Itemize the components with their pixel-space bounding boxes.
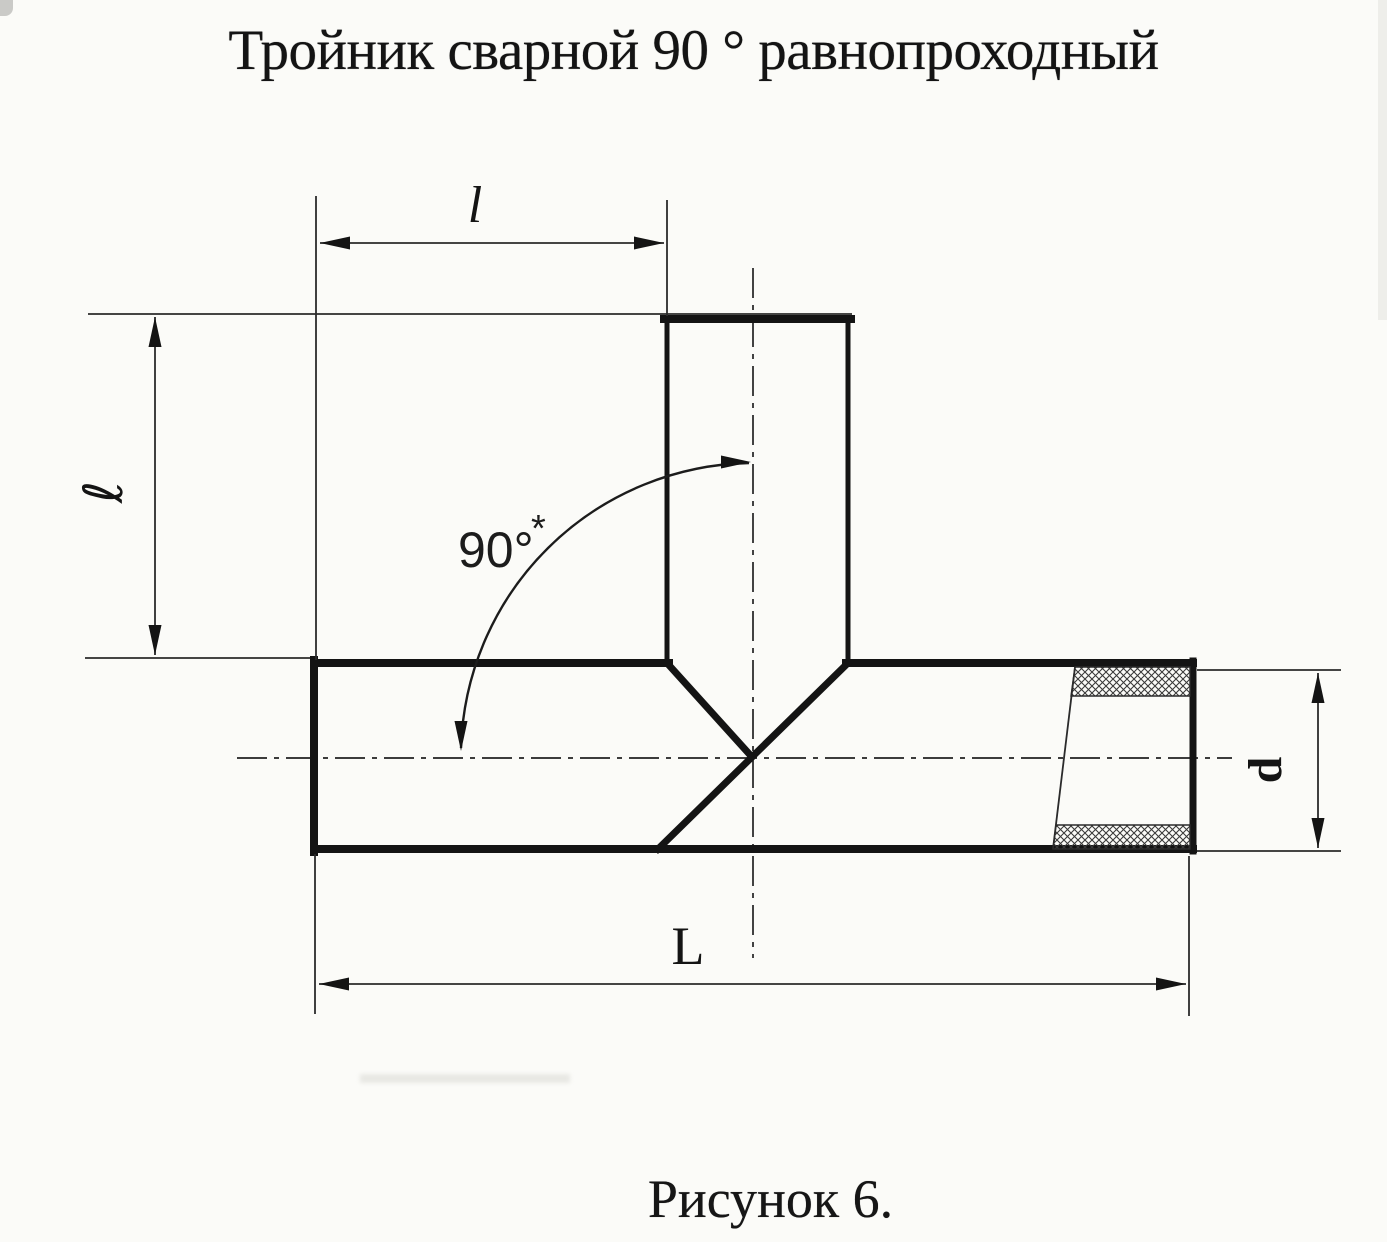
dim-ell-arrow-bottom (149, 625, 162, 655)
branch-pipe (664, 319, 851, 663)
dim-overall-length (315, 854, 1189, 1016)
dim-stub-length (316, 177, 667, 660)
dim-ell-label: ℓ (72, 480, 135, 504)
angle-footnote-star: * (531, 508, 546, 550)
drawing-title: Тройник сварной 90 ° равнопроходный (228, 19, 1159, 82)
angle-arrow-bottom (455, 721, 468, 751)
dim-L-arrow-right (1156, 978, 1186, 991)
figure-caption: Рисунок 6. (647, 1169, 894, 1229)
dim-l-arrow-left (320, 237, 350, 250)
dim-L-label: L (671, 916, 705, 976)
angle-label: 90° (458, 522, 534, 578)
dim-d-label: d (1239, 756, 1292, 784)
dim-d-arrow-top (1312, 673, 1325, 703)
dim-L-arrow-left (319, 978, 349, 991)
angle-arrow-top (721, 456, 751, 469)
centerlines (237, 268, 1232, 958)
dim-l-label: l (467, 177, 483, 234)
top-wall-hatch (1071, 667, 1190, 696)
dim-ell-arrow-top (149, 317, 162, 347)
dim-diameter (1197, 670, 1341, 851)
dim-stub-height (72, 314, 852, 658)
dim-d-arrow-bottom (1312, 818, 1325, 848)
bottom-wall-hatch (1053, 825, 1190, 849)
weld-left-diagonal (667, 663, 752, 757)
dim-l-arrow-right (634, 237, 664, 250)
